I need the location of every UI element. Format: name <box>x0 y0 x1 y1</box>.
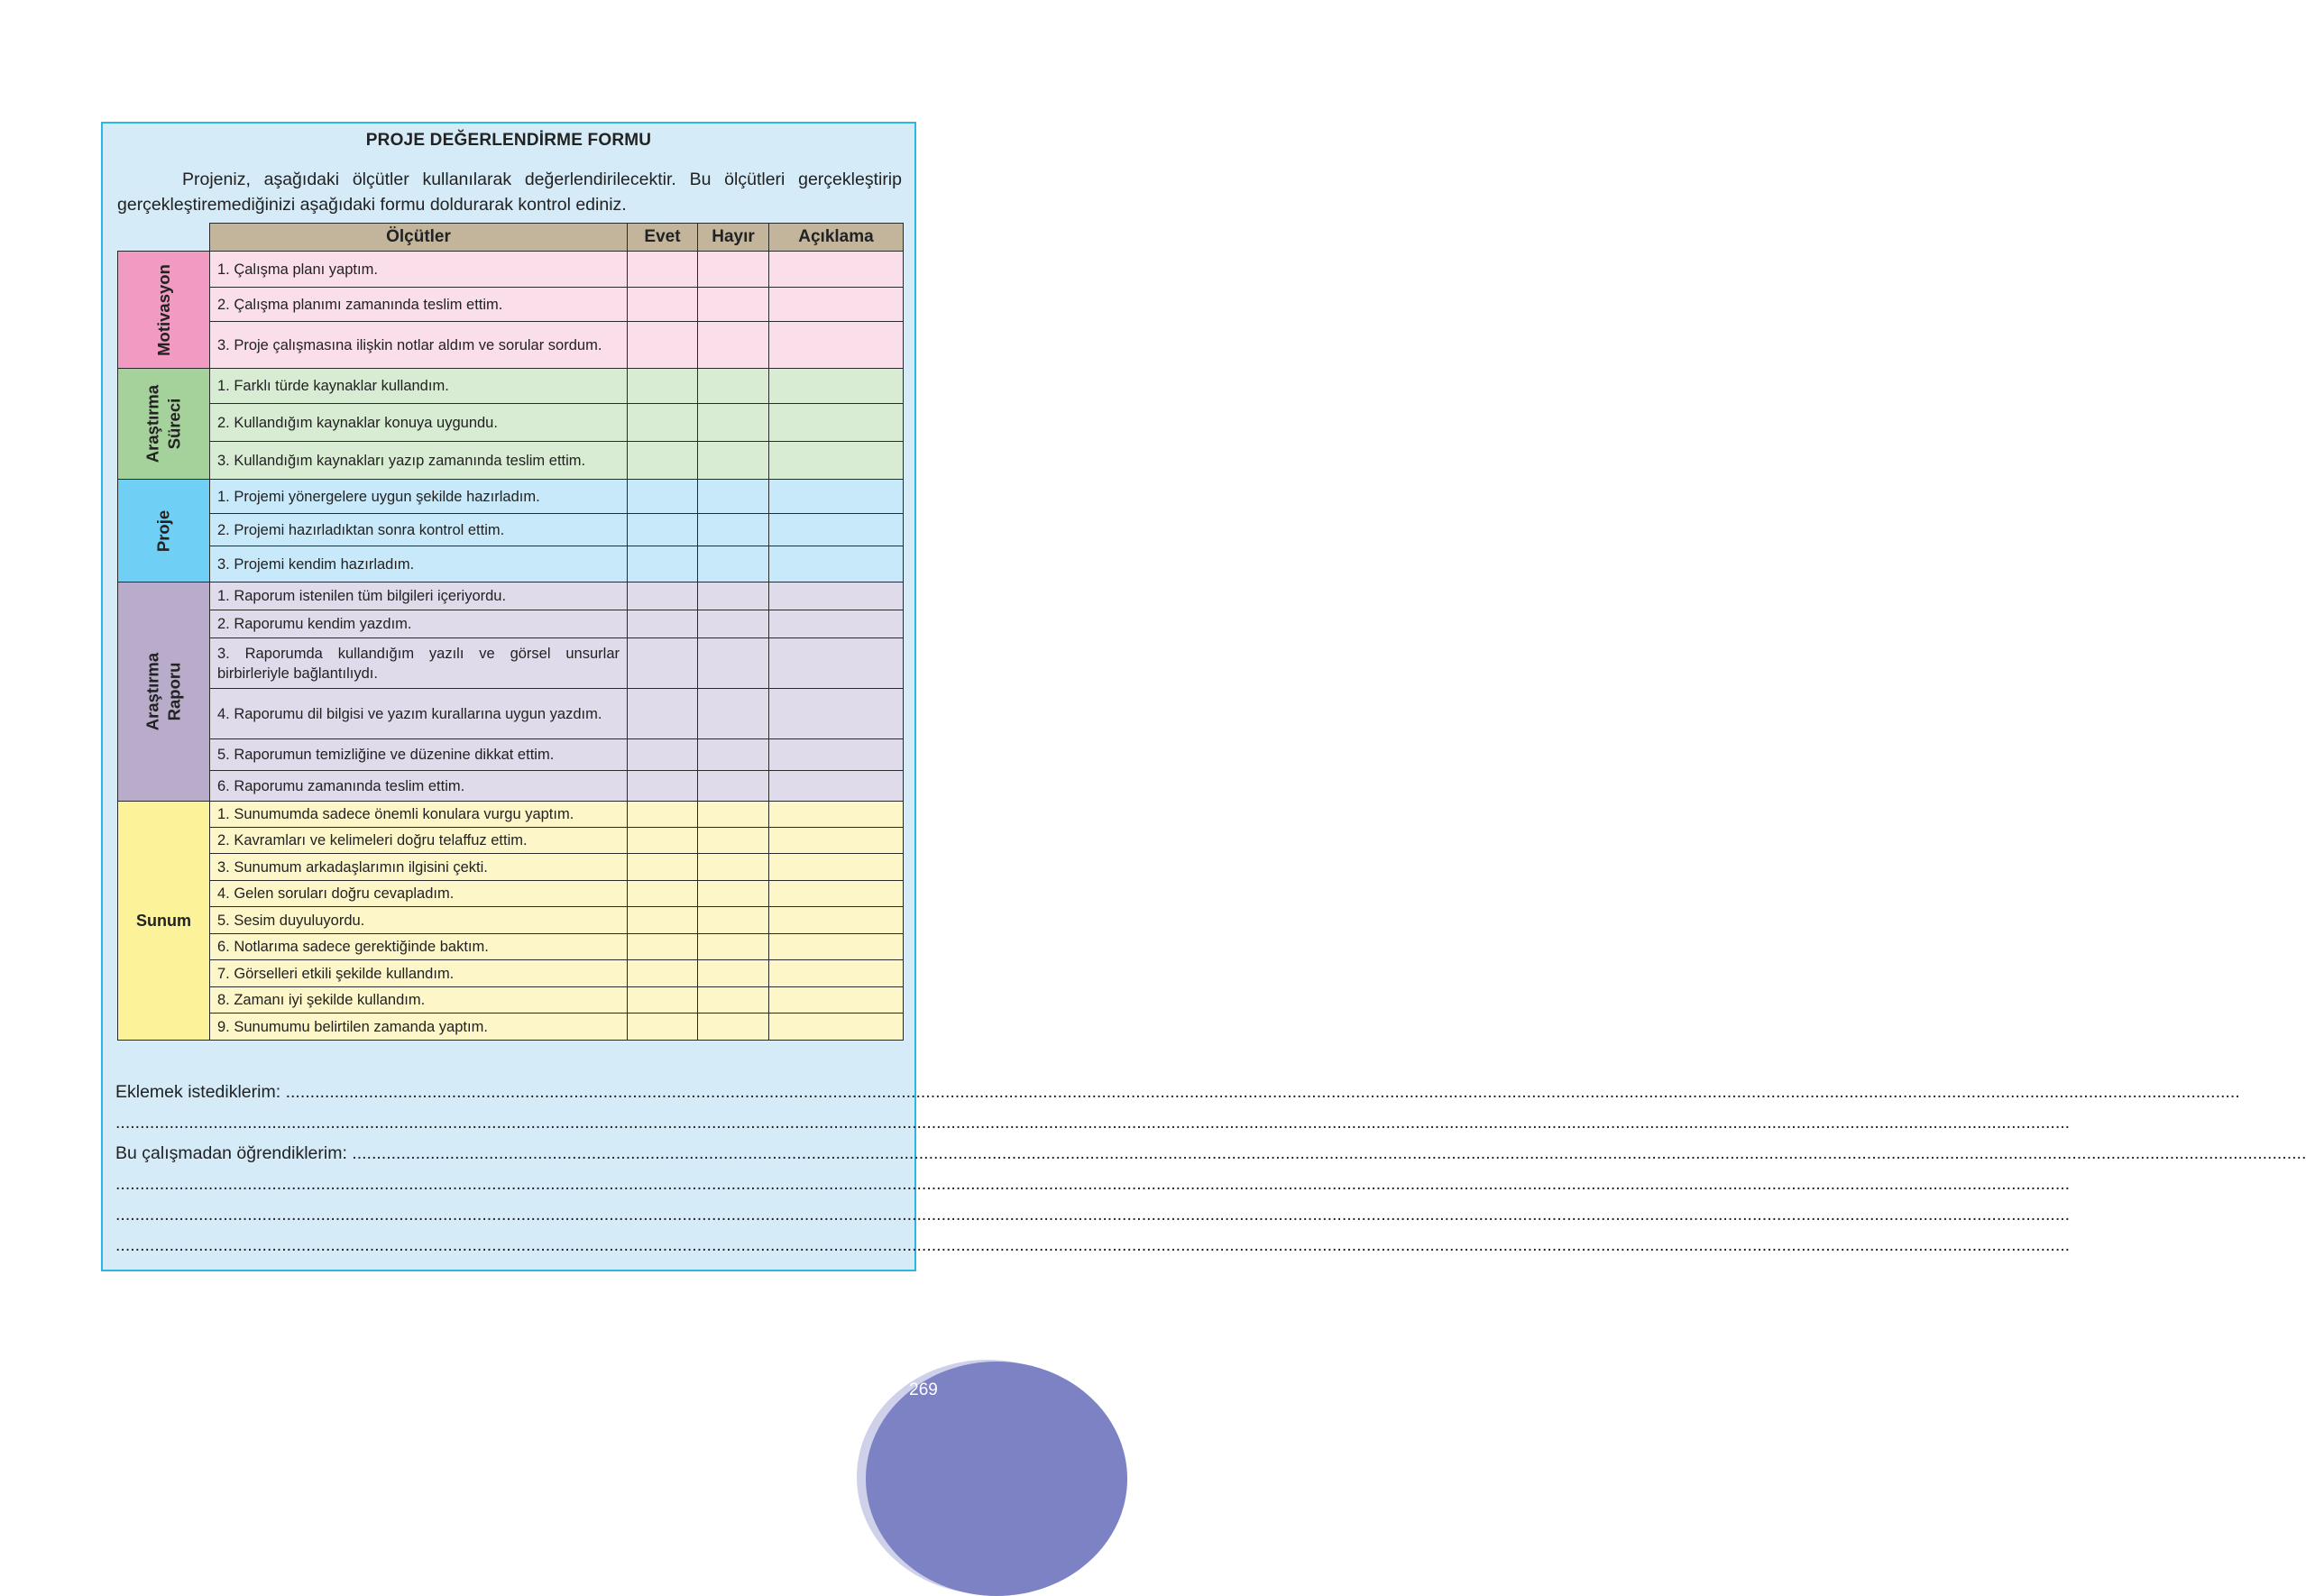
learned-line-2[interactable]: ................................................................................................................................................................................................................................................................................................................................................................................................................ <box>115 1174 2071 1194</box>
evet-checkbox-cell[interactable] <box>627 368 698 404</box>
criterion-cell <box>209 403 628 442</box>
hayir-checkbox-cell[interactable] <box>697 637 769 689</box>
header-note: Açıklama <box>768 223 904 252</box>
criterion-cell <box>209 906 628 934</box>
criterion-text: 1. Çalışma planı yaptım. <box>217 261 378 278</box>
criterion-cell <box>209 513 628 546</box>
additions-label: Eklemek istediklerim: <box>115 1082 281 1102</box>
criterion-cell <box>209 770 628 802</box>
hayir-checkbox-cell[interactable] <box>697 853 769 881</box>
category-cell <box>117 801 210 1041</box>
header-no: Hayır <box>697 223 769 252</box>
criterion-cell <box>209 738 628 771</box>
criterion-cell <box>209 479 628 514</box>
criterion-text: 5. Sesim duyuluyordu. <box>217 912 365 929</box>
hayir-checkbox-cell[interactable] <box>697 801 769 828</box>
aciklama-cell[interactable] <box>768 321 904 369</box>
evet-checkbox-cell[interactable] <box>627 827 698 854</box>
additions-line-2[interactable]: ................................................................................................................................................................................................................................................................................................................................................................................................................ <box>115 1113 2071 1133</box>
criterion-text: 9. Sunumumu belirtilen zamanda yaptım. <box>217 1018 488 1035</box>
evet-checkbox-cell[interactable] <box>627 321 698 369</box>
criterion-cell <box>209 251 628 288</box>
hayir-checkbox-cell[interactable] <box>697 770 769 802</box>
evet-checkbox-cell[interactable] <box>627 738 698 771</box>
learned-label: Bu çalışmadan öğrendiklerim: <box>115 1143 347 1163</box>
additions-line[interactable]: Eklemek istediklerim: ................................................................................................................................................................................................................................................................................................................................................................................................................ <box>115 1082 2240 1102</box>
aciklama-cell[interactable] <box>768 801 904 828</box>
criterion-text: 3. Kullandığım kaynakları yazıp zamanında teslim ettim. <box>217 452 586 469</box>
hayir-checkbox-cell[interactable] <box>697 610 769 638</box>
aciklama-cell[interactable] <box>768 688 904 739</box>
aciklama-cell[interactable] <box>768 933 904 960</box>
page-number: 269 <box>909 1380 938 1399</box>
evet-checkbox-cell[interactable] <box>627 610 698 638</box>
criterion-text: 6. Raporumu zamanında teslim ettim. <box>217 777 465 794</box>
aciklama-cell[interactable] <box>768 251 904 288</box>
aciklama-cell[interactable] <box>768 368 904 404</box>
criterion-cell <box>209 959 628 987</box>
criterion-cell <box>209 880 628 907</box>
category-label: Proje <box>153 509 173 552</box>
criterion-text: 4. Raporumu dil bilgisi ve yazım kurallarına uygun yazdım. <box>217 705 602 722</box>
criterion-cell <box>209 801 628 828</box>
aciklama-cell[interactable] <box>768 1013 904 1041</box>
header-yes: Evet <box>627 223 698 252</box>
category-cell <box>117 479 210 582</box>
learned-line[interactable]: Bu çalışmadan öğrendiklerim: ................................................................................................................................................................................................................................................................................................................................................................................................................ <box>115 1143 2306 1163</box>
hayir-checkbox-cell[interactable] <box>697 827 769 854</box>
evet-checkbox-cell[interactable] <box>627 770 698 802</box>
evet-checkbox-cell[interactable] <box>627 441 698 480</box>
form-title: PROJE DEĞERLENDİRME FORMU <box>365 131 652 150</box>
category-label: Motivasyon <box>153 263 173 356</box>
criterion-text: 1. Raporum istenilen tüm bilgileri içeriyordu. <box>217 588 507 604</box>
evet-checkbox-cell[interactable] <box>627 853 698 881</box>
evet-checkbox-cell[interactable] <box>627 801 698 828</box>
criterion-cell <box>209 610 628 638</box>
evet-checkbox-cell[interactable] <box>627 880 698 907</box>
aciklama-cell[interactable] <box>768 853 904 881</box>
criterion-text: 6. Notlarıma sadece gerektiğinde baktım. <box>217 939 489 955</box>
criterion-text: 3. Projemi kendim hazırladım. <box>217 555 415 573</box>
hayir-checkbox-cell[interactable] <box>697 933 769 960</box>
aciklama-cell[interactable] <box>768 637 904 689</box>
criterion-text: 2. Kullandığım kaynaklar konuya uygundu. <box>217 414 498 431</box>
hayir-checkbox-cell[interactable] <box>697 546 769 582</box>
criterion-cell <box>209 287 628 322</box>
hayir-checkbox-cell[interactable] <box>697 906 769 934</box>
hayir-checkbox-cell[interactable] <box>697 738 769 771</box>
category-cell <box>117 251 210 369</box>
evet-checkbox-cell[interactable] <box>627 479 698 514</box>
criterion-cell <box>209 933 628 960</box>
learned-line-4[interactable]: ................................................................................................................................................................................................................................................................................................................................................................................................................ <box>115 1235 2071 1255</box>
criterion-text: 3. Raporumda kullandığım yazılı ve görsel unsurlar birbirleriyle bağlantılıydı. <box>217 645 620 682</box>
aciklama-cell[interactable] <box>768 513 904 546</box>
evet-checkbox-cell[interactable] <box>627 1013 698 1041</box>
aciklama-cell[interactable] <box>768 479 904 514</box>
evet-checkbox-cell[interactable] <box>627 933 698 960</box>
aciklama-cell[interactable] <box>768 770 904 802</box>
hayir-checkbox-cell[interactable] <box>697 688 769 739</box>
criterion-cell <box>209 637 628 689</box>
aciklama-cell[interactable] <box>768 582 904 610</box>
category-label: Araştırma Süreci <box>142 384 184 463</box>
criterion-cell <box>209 827 628 854</box>
criterion-cell <box>209 853 628 881</box>
criterion-cell <box>209 1013 628 1041</box>
criterion-cell <box>209 441 628 480</box>
category-label: Sunum <box>136 911 191 930</box>
aciklama-cell[interactable] <box>768 880 904 907</box>
evet-checkbox-cell[interactable] <box>627 582 698 610</box>
category-label: Araştırma Raporu <box>142 652 184 731</box>
hayir-checkbox-cell[interactable] <box>697 321 769 369</box>
hayir-checkbox-cell[interactable] <box>697 582 769 610</box>
category-cell <box>117 368 210 480</box>
aciklama-cell[interactable] <box>768 959 904 987</box>
learned-line-3[interactable]: ................................................................................................................................................................................................................................................................................................................................................................................................................ <box>115 1205 2071 1225</box>
criterion-text: 5. Raporumun temizliğine ve düzenine dikkat ettim. <box>217 747 555 763</box>
aciklama-cell[interactable] <box>768 287 904 322</box>
hayir-checkbox-cell[interactable] <box>697 959 769 987</box>
evet-checkbox-cell[interactable] <box>627 906 698 934</box>
aciklama-cell[interactable] <box>768 441 904 480</box>
hayir-checkbox-cell[interactable] <box>697 368 769 404</box>
evet-checkbox-cell[interactable] <box>627 546 698 582</box>
hayir-checkbox-cell[interactable] <box>697 403 769 442</box>
aciklama-cell[interactable] <box>768 906 904 934</box>
hayir-checkbox-cell[interactable] <box>697 251 769 288</box>
criterion-text: 7. Görselleri etkili şekilde kullandım. <box>217 965 455 982</box>
evet-checkbox-cell[interactable] <box>627 986 698 1014</box>
hayir-checkbox-cell[interactable] <box>697 1013 769 1041</box>
evet-checkbox-cell[interactable] <box>627 637 698 689</box>
aciklama-cell[interactable] <box>768 403 904 442</box>
hayir-checkbox-cell[interactable] <box>697 287 769 322</box>
aciklama-cell[interactable] <box>768 610 904 638</box>
evet-checkbox-cell[interactable] <box>627 403 698 442</box>
hayir-checkbox-cell[interactable] <box>697 479 769 514</box>
hayir-checkbox-cell[interactable] <box>697 441 769 480</box>
evet-checkbox-cell[interactable] <box>627 959 698 987</box>
criterion-text: 1. Projemi yönergelere uygun şekilde hazırladım. <box>217 488 540 505</box>
criterion-cell <box>209 368 628 404</box>
criterion-text: 3. Proje çalışmasına ilişkin notlar aldım ve sorular sordum. <box>217 336 602 353</box>
criterion-text: 2. Çalışma planımı zamanında teslim ettim. <box>217 296 503 313</box>
evet-checkbox-cell[interactable] <box>627 688 698 739</box>
evet-checkbox-cell[interactable] <box>627 513 698 546</box>
criterion-text: 2. Projemi hazırladıktan sonra kontrol ettim. <box>217 521 505 538</box>
criterion-text: 2. Raporumu kendim yazdım. <box>217 616 412 632</box>
form-intro-text: Projeniz, aşağıdaki ölçütler kullanılarak değerlendirilecektir. Bu ölçütleri gerçekleştirip gerçekleştiremediğinizi aşağıdaki formu doldurarak kontrol ediniz. <box>117 170 902 215</box>
hayir-checkbox-cell[interactable] <box>697 880 769 907</box>
category-cell <box>117 582 210 802</box>
criterion-text: 3. Sunumum arkadaşlarımın ilgisini çekti. <box>217 858 488 876</box>
aciklama-cell[interactable] <box>768 986 904 1014</box>
criterion-text: 8. Zamanı iyi şekilde kullandım. <box>217 992 426 1008</box>
criterion-cell <box>209 688 628 739</box>
aciklama-cell[interactable] <box>768 738 904 771</box>
aciklama-cell[interactable] <box>768 546 904 582</box>
criterion-cell <box>209 986 628 1014</box>
evet-checkbox-cell[interactable] <box>627 251 698 288</box>
hayir-checkbox-cell[interactable] <box>697 513 769 546</box>
header-criteria: Ölçütler <box>209 223 628 252</box>
criterion-text: 1. Sunumumda sadece önemli konulara vurgu yaptım. <box>217 806 574 822</box>
criterion-text: 2. Kavramları ve kelimeleri doğru telaffuz ettim. <box>217 832 528 848</box>
aciklama-cell[interactable] <box>768 827 904 854</box>
criterion-cell <box>209 582 628 610</box>
criterion-cell <box>209 546 628 582</box>
form-intro <box>117 167 902 217</box>
criterion-text: 1. Farklı türde kaynaklar kullandım. <box>217 378 449 394</box>
criterion-text: 4. Gelen soruları doğru cevapladım. <box>217 885 455 902</box>
criterion-cell <box>209 321 628 369</box>
hayir-checkbox-cell[interactable] <box>697 986 769 1014</box>
evet-checkbox-cell[interactable] <box>627 287 698 322</box>
